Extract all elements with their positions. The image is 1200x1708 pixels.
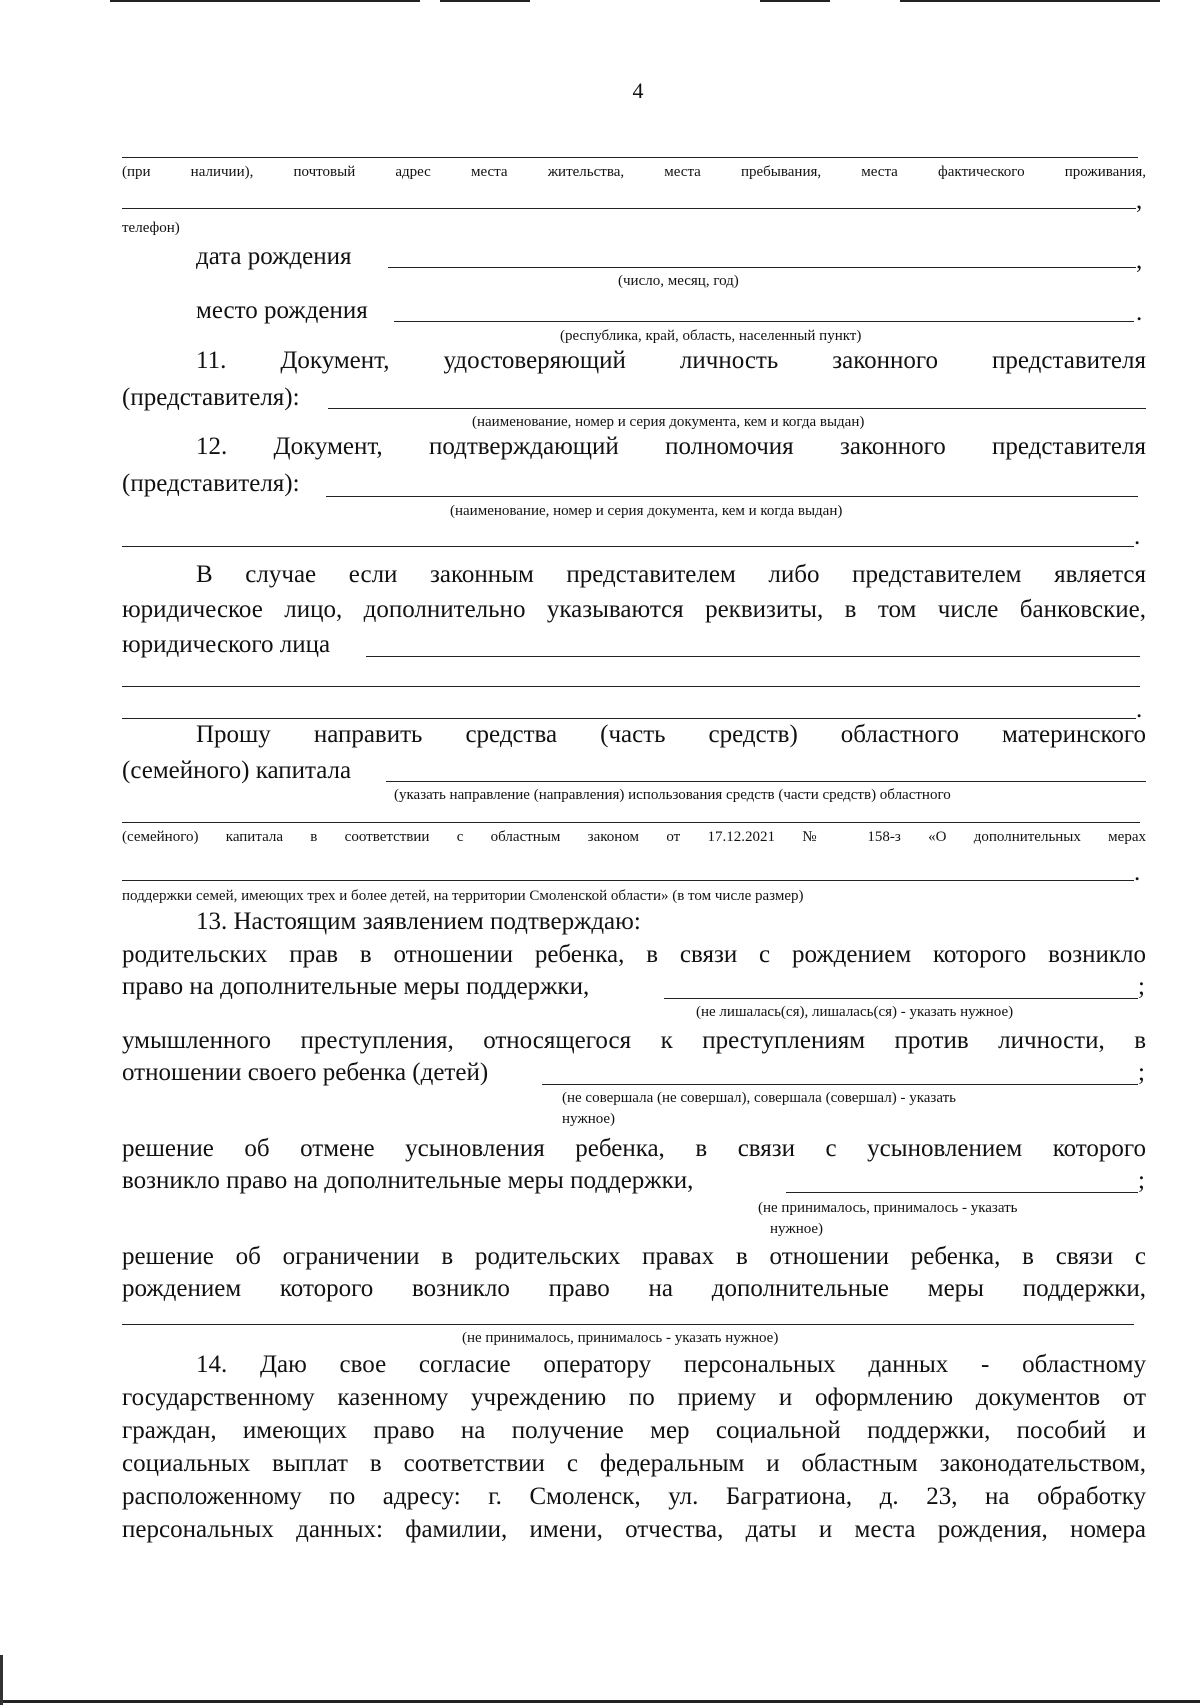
punctuation: , [1136, 187, 1143, 214]
scan-edge-bottom [0, 1700, 1200, 1703]
fill-line [122, 157, 1138, 158]
adoption-field[interactable] [786, 1192, 1138, 1193]
item12-field-2[interactable] [122, 546, 1134, 547]
item14-text: социальных выплат в соответствии с федеральным и областным законодательством, [122, 1450, 1146, 1477]
request-label: (семейного) капитала [122, 757, 352, 784]
legal-entity-field[interactable] [366, 656, 1140, 657]
punctuation: , [1136, 247, 1143, 274]
item13-text: умышленного преступления, относящегося к преступлениям против личности, в [122, 1027, 1146, 1054]
item13-text: родительских прав в отношении ребенка, в связи с рождением которого возникло [122, 941, 1146, 968]
punctuation: . [1134, 859, 1141, 886]
item14-text: персональных данных: фамилии, имени, отчества, даты и места рождения, номера [122, 1516, 1146, 1543]
item13-text: рождением которого возникло право на дополнительные меры поддержки, [122, 1275, 1146, 1302]
birth-date-field[interactable] [388, 267, 1136, 268]
punctuation: ; [1138, 1059, 1145, 1086]
item13-text: решение об отмене усыновления ребенка, в связи с усыновлением которого [122, 1135, 1146, 1162]
item14-text: расположенному по адресу: г. Смоленск, ул. Багратиона, д. 23, на обработку [122, 1483, 1146, 1510]
item13-text: отношении своего ребенка (детей) [122, 1059, 489, 1086]
legal-entity-field-2[interactable] [122, 686, 1140, 687]
request-caption: (семейного) капитала в соответствии с областным законом от 17.12.2021 № 158-з «О дополнительных мерах [122, 829, 1146, 845]
punctuation: ; [1138, 973, 1145, 1000]
item14-text: государственному казенному учреждению по приему и оформлению документов от [122, 1384, 1146, 1411]
scan-edge-left [0, 1655, 3, 1705]
address-caption: (при наличии), почтовый адрес места жительства, места пребывания, места фактического проживания, [122, 164, 1146, 180]
item14-text: граждан, имеющих право на получение мер социальной поддержки, пособий и [122, 1417, 1146, 1444]
address-caption-end: телефон) [122, 220, 180, 236]
birth-date-label: дата рождения [196, 243, 352, 270]
birth-place-caption: (республика, край, область, населенный пункт) [560, 328, 862, 344]
scan-edge-top [760, 0, 830, 2]
punctuation: ; [1138, 1167, 1145, 1194]
crime-caption: нужное) [562, 1111, 616, 1127]
item11-heading: 11. Документ, удостоверяющий личность законного представителя [196, 347, 1146, 374]
birth-place-field[interactable] [394, 321, 1134, 322]
request-field-2[interactable] [122, 822, 1140, 823]
parental-rights-caption: (не лишалась(ся), лишалась(ся) - указать нужное) [696, 1004, 1014, 1020]
item13-text: возникло право на дополнительные меры поддержки, [122, 1167, 694, 1194]
scan-edge-top [440, 0, 530, 2]
legal-entity-text: В случае если законным представителем либо представителем является [196, 561, 1146, 588]
item11-caption: (наименование, номер и серия документа, кем и когда выдан) [472, 414, 865, 430]
legal-entity-text: юридическое лицо, дополнительно указываются реквизиты, в том числе банковские, [122, 596, 1146, 623]
birth-place-label: место рождения [196, 297, 368, 324]
scan-edge-top [110, 0, 420, 2]
request-caption: поддержки семей, имеющих трех и более детей, на территории Смоленской области» (в том числе размер) [122, 888, 804, 904]
birth-date-caption: (число, месяц, год) [618, 273, 739, 289]
punctuation: . [1134, 523, 1141, 550]
item13-text: решение об ограничении в родительских правах в отношении ребенка, в связи с [122, 1243, 1146, 1270]
item13-heading: 13. Настоящим заявлением подтверждаю: [196, 908, 641, 935]
restriction-field[interactable] [122, 1324, 1134, 1325]
crime-field[interactable] [542, 1084, 1138, 1085]
item11-label: (представителя): [122, 384, 300, 411]
item14-text: 14. Даю свое согласие оператору персональных данных - областному [196, 1351, 1146, 1378]
item12-field[interactable] [326, 496, 1138, 497]
scan-edge-top [900, 0, 1160, 2]
request-text: Прошу направить средства (часть средств) областного материнского [196, 721, 1146, 748]
request-field-3[interactable] [122, 880, 1134, 881]
punctuation: . [1136, 299, 1143, 326]
item11-field[interactable] [328, 408, 1146, 409]
legal-entity-label: юридического лица [122, 631, 331, 658]
item12-caption: (наименование, номер и серия документа, кем и когда выдан) [450, 503, 843, 519]
item12-heading: 12. Документ, подтверждающий полномочия законного представителя [196, 433, 1146, 460]
restriction-caption: (не принималось, принималось - указать нужное) [462, 1330, 779, 1346]
crime-caption: (не совершала (не совершал), совершала (совершал) - указать [562, 1090, 957, 1106]
item13-text: право на дополнительные меры поддержки, [122, 973, 590, 1000]
fill-line [122, 208, 1136, 209]
parental-rights-field[interactable] [664, 998, 1138, 999]
adoption-caption: (не принималось, принималось - указать [758, 1200, 1018, 1216]
request-field[interactable] [386, 781, 1146, 782]
request-caption: (указать направление (направления) использования средств (части средств) областного [394, 787, 951, 803]
page-number: 4 [632, 78, 644, 103]
adoption-caption: нужное) [770, 1221, 824, 1237]
item12-label: (представителя): [122, 470, 300, 497]
punctuation: . [1136, 696, 1143, 723]
